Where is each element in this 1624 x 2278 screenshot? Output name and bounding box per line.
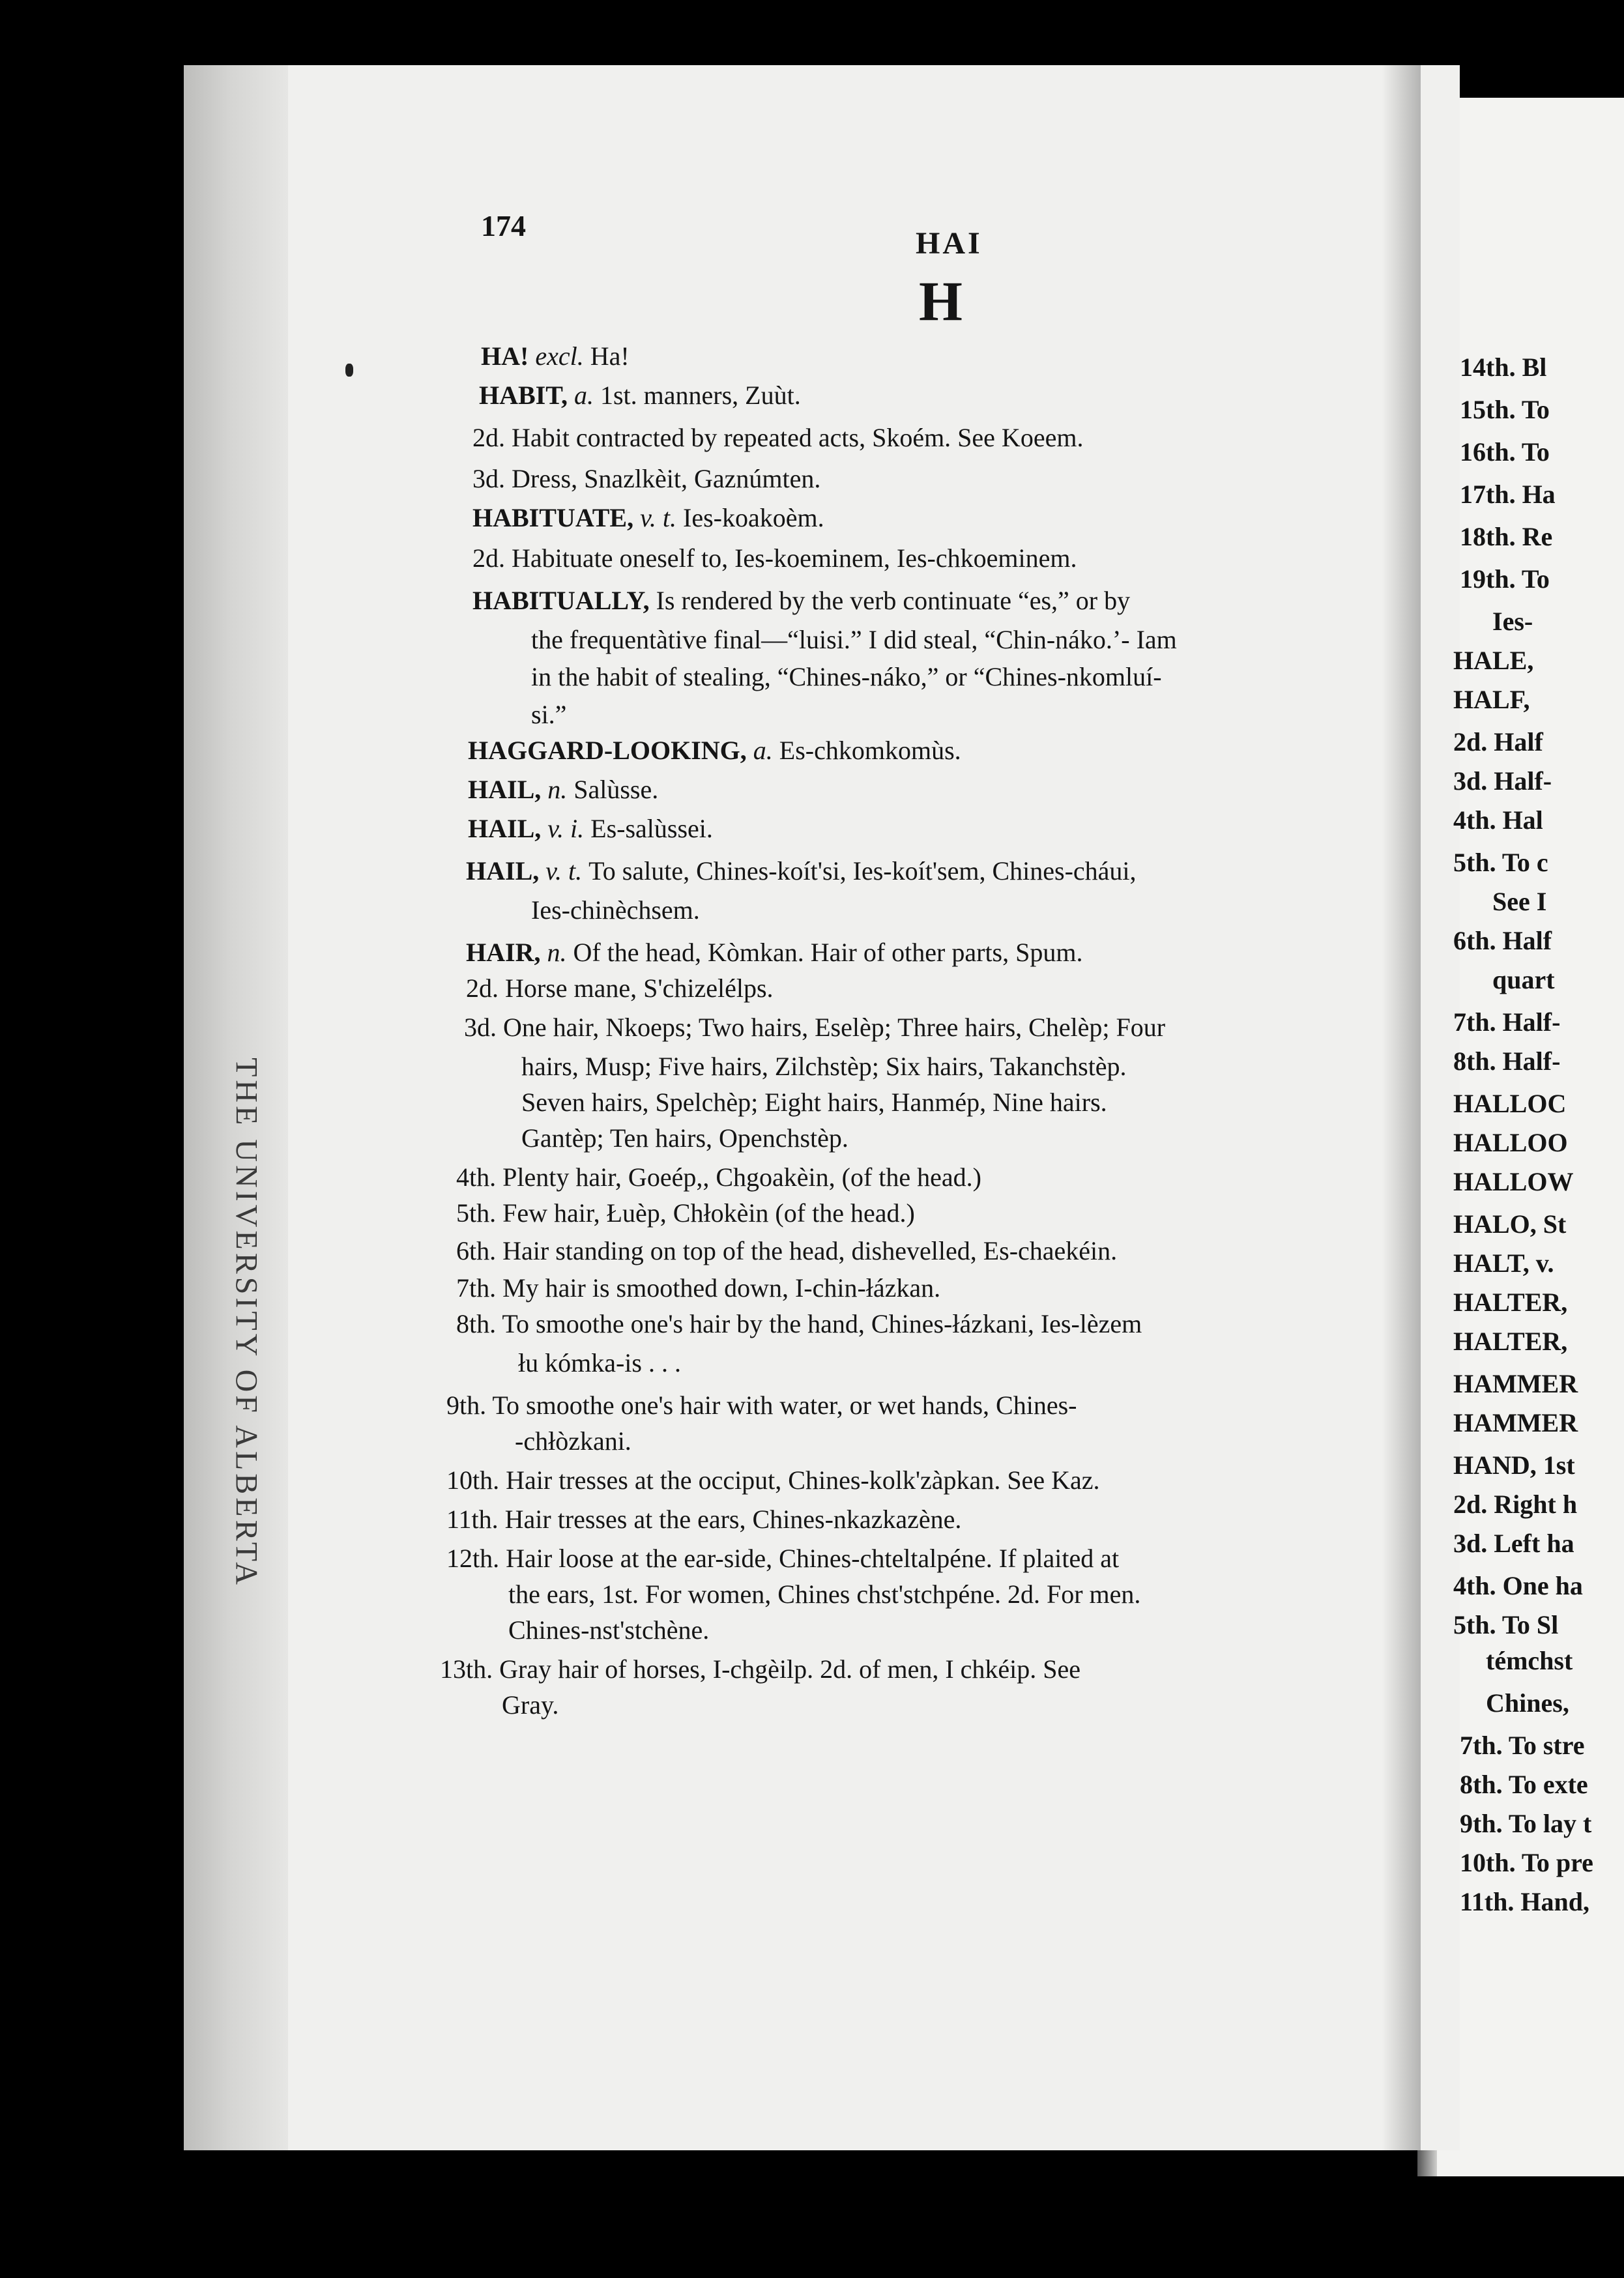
headword: HA! bbox=[481, 341, 536, 371]
running-head: HAI bbox=[916, 226, 983, 261]
facing-page-line: HAMMER bbox=[1453, 1408, 1578, 1437]
entry-line bbox=[521, 1085, 1107, 1120]
definition-text: 1st. manners, Zuùt. bbox=[600, 381, 801, 410]
facing-page-line: Ies- bbox=[1492, 607, 1533, 636]
entry-line bbox=[515, 1424, 631, 1459]
entry-line bbox=[518, 1346, 681, 1381]
definition-text: 7th. My hair is smoothed down, I-chin-łázkan. bbox=[456, 1273, 941, 1303]
definition-text: Es-salùssei. bbox=[590, 814, 713, 843]
definition-text: 10th. Hair tresses at the occiput, Chines-kolk'zàpkan. See Kaz. bbox=[446, 1465, 1100, 1495]
spine-stamp bbox=[214, 945, 279, 1701]
definition-text: 6th. Hair standing on top of the head, dishevelled, Es-chaekéin. bbox=[456, 1236, 1118, 1265]
definition-text: Salùsse. bbox=[573, 775, 659, 804]
facing-page-line: See I bbox=[1492, 887, 1547, 916]
entry-line bbox=[466, 854, 1137, 889]
definition-text: si.” bbox=[531, 700, 567, 729]
facing-page-line: 6th. Half bbox=[1453, 926, 1552, 955]
definition-text: Ies-koakoèm. bbox=[683, 503, 824, 532]
definition-text: 12th. Hair loose at the ear-side, Chines-chteltalpéne. If plaited at bbox=[446, 1544, 1120, 1573]
entry-line bbox=[508, 1577, 1140, 1612]
ink-mark bbox=[345, 364, 353, 377]
headword: HAIR, bbox=[466, 938, 547, 967]
facing-page-line: 5th. To Sl bbox=[1453, 1610, 1559, 1639]
facing-page-line: 7th. Half- bbox=[1453, 1007, 1561, 1037]
headword: HAIL, bbox=[468, 775, 548, 804]
definition-text: 13th. Gray hair of horses, I-chgèilp. 2d. of men, I chkéip. See bbox=[440, 1654, 1081, 1684]
definition-text: 2d. Horse mane, S'chizelélps. bbox=[466, 973, 774, 1003]
headword: HAGGARD-LOOKING, bbox=[468, 736, 753, 765]
facing-page-line: HALO, St bbox=[1453, 1209, 1567, 1239]
entry-line bbox=[468, 772, 658, 807]
facing-page-line: 8th. To exte bbox=[1460, 1770, 1588, 1799]
entry-line bbox=[456, 1196, 915, 1231]
definition-text: 11th. Hair tresses at the ears, Chines-nkazkazène. bbox=[446, 1505, 962, 1534]
part-of-speech: excl. bbox=[535, 341, 590, 371]
facing-page-line: 17th. Ha bbox=[1460, 480, 1556, 509]
facing-page-line: 2d. Right h bbox=[1453, 1490, 1578, 1519]
part-of-speech: a. bbox=[573, 381, 600, 410]
definition-text: Ies-chinèchsem. bbox=[531, 895, 700, 925]
entry-line bbox=[508, 1613, 709, 1648]
entry-line bbox=[521, 1049, 1127, 1084]
definition-text: Ha! bbox=[590, 341, 630, 371]
definition-text: Is rendered by the verb continuate “es,” or by bbox=[656, 586, 1131, 615]
part-of-speech: n. bbox=[547, 775, 574, 804]
part-of-speech: v. t. bbox=[640, 503, 683, 532]
facing-page-line: 8th. Half- bbox=[1453, 1046, 1561, 1076]
facing-page-line: HAMMER bbox=[1453, 1369, 1578, 1398]
facing-page-line: 2d. Half bbox=[1453, 727, 1543, 757]
definition-text: 8th. To smoothe one's hair by the hand, Chines-łázkani, Ies-lèzem bbox=[456, 1309, 1142, 1338]
definition-text: Chines-nst'stchène. bbox=[508, 1615, 710, 1645]
facing-page-line: 15th. To bbox=[1460, 395, 1550, 424]
headword: HABITUATE, bbox=[472, 503, 641, 532]
spine-stamp-text: THE UNIVERSITY OF ALBERTA bbox=[229, 1058, 264, 1588]
facing-page-line: HALTER, bbox=[1453, 1327, 1568, 1356]
facing-page-line: 18th. Re bbox=[1460, 522, 1553, 551]
facing-page-line: 10th. To pre bbox=[1460, 1848, 1593, 1877]
headword: HABITUALLY, bbox=[472, 586, 656, 615]
definition-text: hairs, Musp; Five hairs, Zilchstèp; Six hairs, Takanchstèp. bbox=[521, 1052, 1127, 1081]
facing-page-line: témchst bbox=[1486, 1646, 1573, 1675]
facing-page-line: 5th. To c bbox=[1453, 848, 1548, 877]
part-of-speech: a. bbox=[753, 736, 779, 765]
entry-line bbox=[446, 1388, 1077, 1423]
entry-line bbox=[521, 1121, 848, 1156]
entry-line bbox=[456, 1271, 940, 1306]
entry-line bbox=[502, 1688, 558, 1723]
facing-page-line: 14th. Bl bbox=[1460, 353, 1547, 382]
entry-line bbox=[472, 583, 1130, 618]
facing-page-line: HALTER, bbox=[1453, 1288, 1568, 1317]
facing-page-line: Chines, bbox=[1486, 1688, 1569, 1718]
facing-page-line: 7th. To stre bbox=[1460, 1731, 1585, 1760]
definition-text: 2d. Habituate oneself to, Ies-koeminem, Ies-chkoeminem. bbox=[472, 543, 1077, 573]
facing-page-line: 11th. Hand, bbox=[1460, 1887, 1589, 1916]
definition-text: Gray. bbox=[502, 1690, 559, 1720]
headword: HABIT, bbox=[479, 381, 574, 410]
facing-page-line: HALT, v. bbox=[1453, 1248, 1554, 1278]
section-letter: H bbox=[919, 270, 963, 332]
facing-page-line: 4th. One ha bbox=[1453, 1571, 1583, 1600]
part-of-speech: v. t. bbox=[545, 856, 589, 886]
entry-line bbox=[472, 541, 1077, 576]
entry-line bbox=[472, 500, 824, 536]
entry-line bbox=[531, 659, 1162, 695]
definition-text: Seven hairs, Spelchèp; Eight hairs, Hanmép, Nine hairs. bbox=[521, 1088, 1107, 1117]
definition-text: Es-chkomkomùs. bbox=[779, 736, 961, 765]
definition-text: To salute, Chines-koít'si, Ies-koít'sem, Chines-cháui, bbox=[588, 856, 1137, 886]
entry-line bbox=[472, 461, 820, 497]
facing-page-line: 3d. Left ha bbox=[1453, 1529, 1574, 1558]
facing-page-line: quart bbox=[1492, 965, 1555, 994]
entry-line bbox=[446, 1463, 1099, 1498]
definition-text: 3d. Dress, Snazlkèit, Gaznúmten. bbox=[472, 464, 821, 493]
entry-line bbox=[456, 1306, 1142, 1342]
facing-page-line: HALF, bbox=[1453, 685, 1530, 714]
entry-line bbox=[466, 935, 1082, 970]
facing-page-line: 16th. To bbox=[1460, 437, 1550, 467]
entry-line bbox=[481, 339, 630, 374]
definition-text: 3d. One hair, Nkoeps; Two hairs, Eselèp; Three hairs, Chelèp; Four bbox=[464, 1013, 1166, 1042]
entry-line bbox=[446, 1502, 961, 1537]
definition-text: 9th. To smoothe one's hair with water, or wet hands, Chines- bbox=[446, 1391, 1077, 1420]
page-number: 174 bbox=[481, 209, 526, 242]
entry-line bbox=[466, 971, 774, 1006]
entry-line bbox=[468, 811, 713, 846]
definition-text: the frequentàtive final—“luisi.” I did steal, “Chin-náko.’- Iam bbox=[531, 625, 1177, 654]
entry-line bbox=[531, 893, 700, 928]
definition-text: -chłòzkani. bbox=[515, 1426, 631, 1456]
facing-page-line: 9th. To lay t bbox=[1460, 1809, 1592, 1838]
definition-text: łu kómka-is . . . bbox=[518, 1348, 681, 1377]
part-of-speech: n. bbox=[547, 938, 573, 967]
definition-text: 4th. Plenty hair, Goeép,, Chgoakèin, (of the head.) bbox=[456, 1162, 981, 1192]
entry-line bbox=[472, 420, 1083, 455]
entry-line bbox=[468, 733, 961, 768]
definition-text: Of the head, Kòmkan. Hair of other parts, Spum. bbox=[573, 938, 1083, 967]
definition-text: Gantèp; Ten hairs, Openchstèp. bbox=[521, 1123, 848, 1153]
facing-page-line: HAND, 1st bbox=[1453, 1450, 1575, 1480]
gutter-shadow bbox=[1382, 65, 1421, 2150]
entry-line bbox=[440, 1652, 1080, 1687]
definition-text: 2d. Habit contracted by repeated acts, Skoém. See Koeem. bbox=[472, 423, 1084, 452]
headword: HAIL, bbox=[466, 856, 546, 886]
facing-page-line: HALLOC bbox=[1453, 1089, 1567, 1118]
entry-line bbox=[531, 697, 566, 732]
definition-text: in the habit of stealing, “Chines-náko,” or “Chines-nkomluí- bbox=[531, 662, 1162, 691]
entry-line bbox=[464, 1010, 1165, 1045]
entry-line bbox=[479, 378, 801, 413]
headword: HAIL, bbox=[468, 814, 548, 843]
entry-line bbox=[456, 1233, 1117, 1269]
definition-text: 5th. Few hair, Łuèp, Chłokèin (of the head.) bbox=[456, 1198, 915, 1228]
entry-line bbox=[456, 1160, 981, 1195]
entry-line bbox=[446, 1541, 1119, 1576]
facing-page-line: HALLOW bbox=[1453, 1167, 1574, 1196]
facing-page-line: 3d. Half- bbox=[1453, 766, 1552, 796]
facing-page-line: 4th. Hal bbox=[1453, 805, 1543, 835]
facing-page-line: 19th. To bbox=[1460, 564, 1550, 594]
definition-text: the ears, 1st. For women, Chines chst'stchpéne. 2d. For men. bbox=[508, 1579, 1141, 1609]
part-of-speech: v. i. bbox=[547, 814, 591, 843]
facing-page-line: HALLOO bbox=[1453, 1128, 1568, 1157]
facing-page-line: HALE, bbox=[1453, 646, 1534, 675]
entry-line bbox=[531, 622, 1177, 657]
